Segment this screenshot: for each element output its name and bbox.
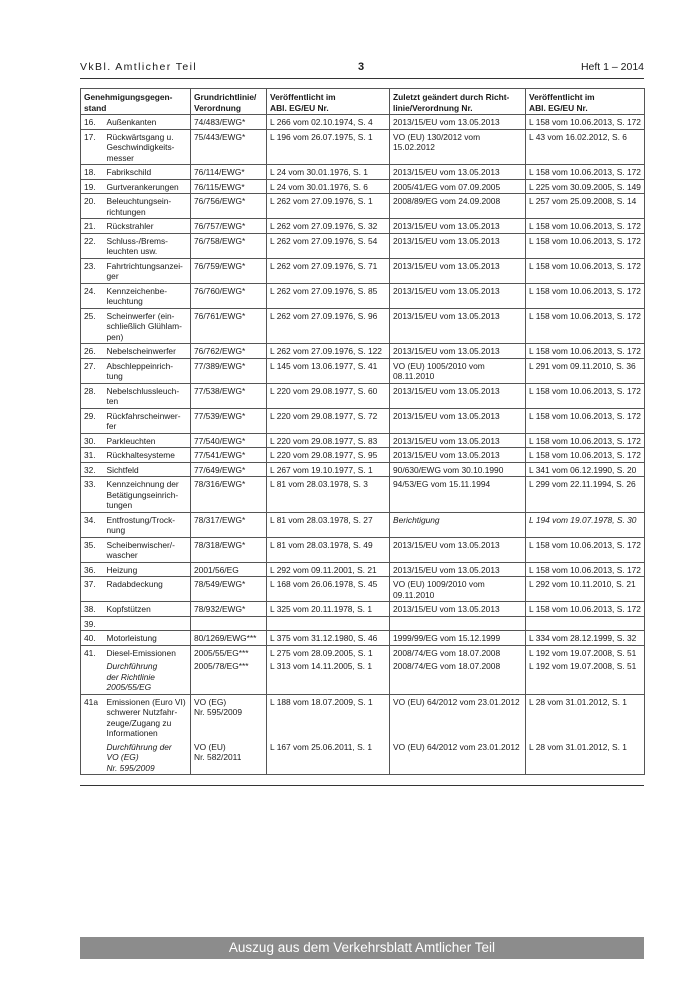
amended-published-cell: L 158 vom 10.06.2013, S. 172 <box>526 537 645 562</box>
published-cell: L 220 vom 29.08.1977, S. 72 <box>267 408 390 433</box>
amended-by-cell: 2013/15/EU vom 13.05.2013 <box>390 233 526 258</box>
table-row <box>81 219 645 234</box>
amended-by-cell: 2013/15/EU vom 13.05.2013 <box>390 219 526 234</box>
amended-published-cell: L 341 vom 06.12.1990, S. 20 <box>526 462 645 477</box>
subject-cell: Rückfahrscheinwer- fer <box>105 408 191 433</box>
amended-by-cell: 2013/15/EU vom 13.05.2013 <box>390 308 526 344</box>
published-cell: L 275 vom 28.09.2005, S. 1 <box>267 645 390 659</box>
amended-by-cell: 2013/15/EU vom 13.05.2013 <box>390 165 526 180</box>
amended-published-cell: L 192 vom 19.07.2008, S. 51 <box>526 659 645 694</box>
row-number: 29. <box>81 408 105 433</box>
amended-by-cell: VO (EU) 1005/2010 vom 08.11.2010 <box>390 358 526 383</box>
row-number: 22. <box>81 233 105 258</box>
directive-cell: 77/539/EWG* <box>191 408 267 433</box>
row-number: 41a <box>81 694 105 740</box>
row-number: 23. <box>81 258 105 283</box>
amended-by-cell: 2013/15/EU vom 13.05.2013 <box>390 602 526 617</box>
published-cell: L 220 vom 29.08.1977, S. 60 <box>267 383 390 408</box>
amended-by-cell: 2013/15/EU vom 13.05.2013 <box>390 344 526 359</box>
subject-cell: Heizung <box>105 562 191 577</box>
subject-cell: Emissionen (Euro VI) schwerer Nutzfahr- zeuge/Zugang zu Informationen <box>105 694 191 740</box>
amended-published-cell: L 291 vom 09.11.2010, S. 36 <box>526 358 645 383</box>
amended-published-cell: L 43 vom 16.02.2012, S. 6 <box>526 129 645 165</box>
published-cell: L 145 vom 13.06.1977, S. 41 <box>267 358 390 383</box>
subject-cell: Gurtverankerungen <box>105 179 191 194</box>
directive-cell: 76/759/EWG* <box>191 258 267 283</box>
row-number: 27. <box>81 358 105 383</box>
table-row <box>81 179 645 194</box>
subject-cell: Nebelschlussleuch- ten <box>105 383 191 408</box>
subject-cell: Parkleuchten <box>105 433 191 448</box>
subject-cell: Fahrtrichtungsanzei- ger <box>105 258 191 283</box>
amended-published-cell: L 28 vom 31.01.2012, S. 1 <box>526 740 645 775</box>
directive-cell: 2005/55/EG*** <box>191 645 267 659</box>
amended-published-cell: L 158 vom 10.06.2013, S. 172 <box>526 562 645 577</box>
table-row <box>81 616 645 631</box>
table-row <box>81 233 645 258</box>
directive-cell: 76/114/EWG* <box>191 165 267 180</box>
table-row <box>81 694 645 740</box>
amended-by-cell: 94/53/EG vom 15.11.1994 <box>390 477 526 513</box>
amended-by-cell: 2008/74/EG vom 18.07.2008 <box>390 659 526 694</box>
subject-cell: Sichtfeld <box>105 462 191 477</box>
directive-cell: 78/317/EWG* <box>191 512 267 537</box>
directive-cell: 78/316/EWG* <box>191 477 267 513</box>
amended-by-cell: Berichtigung <box>390 512 526 537</box>
subject-cell: Kopfstützen <box>105 602 191 617</box>
amended-published-cell: L 158 vom 10.06.2013, S. 172 <box>526 408 645 433</box>
row-number: 25. <box>81 308 105 344</box>
footer-banner: Auszug aus dem Verkehrsblatt Amtlicher Teil <box>80 937 644 959</box>
subject-cell: Durchführung der Richtlinie 2005/55/EG <box>105 659 191 694</box>
subject-cell: Rückhaltesysteme <box>105 448 191 463</box>
table-row <box>81 562 645 577</box>
table-row <box>81 308 645 344</box>
amended-by-cell: 2013/15/EU vom 13.05.2013 <box>390 408 526 433</box>
published-cell: L 375 vom 31.12.1980, S. 46 <box>267 631 390 646</box>
published-cell: L 313 vom 14.11.2005, S. 1 <box>267 659 390 694</box>
row-number: 26. <box>81 344 105 359</box>
amended-published-cell: L 192 vom 19.07.2008, S. 51 <box>526 645 645 659</box>
table-row <box>81 477 645 513</box>
published-cell: L 262 vom 27.09.1976, S. 96 <box>267 308 390 344</box>
subject-cell: Kennzeichnung der Betätigungseinrich- tungen <box>105 477 191 513</box>
subject-cell: Durchführung der VO (EG) Nr. 595/2009 <box>105 740 191 775</box>
directive-cell: VO (EU) Nr. 582/2011 <box>191 740 267 775</box>
directive-cell: 77/541/EWG* <box>191 448 267 463</box>
amended-published-cell: L 158 vom 10.06.2013, S. 172 <box>526 115 645 130</box>
table-row <box>81 448 645 463</box>
page-header <box>80 61 644 75</box>
row-number: 24. <box>81 283 105 308</box>
table-row <box>81 129 645 165</box>
published-cell: L 220 vom 29.08.1977, S. 95 <box>267 448 390 463</box>
table-row <box>81 194 645 219</box>
directive-cell: 76/756/EWG* <box>191 194 267 219</box>
directive-cell: 2005/78/EG*** <box>191 659 267 694</box>
row-number: 32. <box>81 462 105 477</box>
row-number: 21. <box>81 219 105 234</box>
amended-by-cell: 2013/15/EU vom 13.05.2013 <box>390 258 526 283</box>
subject-cell: Abschleppeinrich- tung <box>105 358 191 383</box>
subject-cell: Scheibenwischer/- wascher <box>105 537 191 562</box>
published-cell: L 220 vom 29.08.1977, S. 83 <box>267 433 390 448</box>
amended-published-cell: L 158 vom 10.06.2013, S. 172 <box>526 233 645 258</box>
column-header-amended-published: Veröffentlicht im ABl. EG/EU Nr. <box>526 89 645 115</box>
subject-cell: Rückstrahler <box>105 219 191 234</box>
directive-cell: 76/762/EWG* <box>191 344 267 359</box>
published-cell: L 325 vom 20.11.1978, S. 1 <box>267 602 390 617</box>
row-number <box>81 659 105 694</box>
row-number: 37. <box>81 577 105 602</box>
subject-cell: Kennzeichenbe- leuchtung <box>105 283 191 308</box>
table-row <box>81 433 645 448</box>
directive-cell: 74/483/EWG* <box>191 115 267 130</box>
row-number: 20. <box>81 194 105 219</box>
directive-cell: 76/115/EWG* <box>191 179 267 194</box>
subject-cell: Scheinwerfer (ein- schließlich Glühlam- pen) <box>105 308 191 344</box>
row-number: 30. <box>81 433 105 448</box>
directive-cell <box>191 616 267 631</box>
subject-cell: Radabdeckung <box>105 577 191 602</box>
amended-by-cell: 1999/99/EG vom 15.12.1999 <box>390 631 526 646</box>
table-row <box>81 602 645 617</box>
amended-by-cell: VO (EU) 64/2012 vom 23.01.2012 <box>390 740 526 775</box>
directive-cell: 78/549/EWG* <box>191 577 267 602</box>
amended-published-cell: L 225 vom 30.09.2005, S. 149 <box>526 179 645 194</box>
published-cell: L 24 vom 30.01.1976, S. 6 <box>267 179 390 194</box>
table-body <box>81 115 645 775</box>
amended-by-cell: 2005/41/EG vom 07.09.2005 <box>390 179 526 194</box>
amended-by-cell: 2008/74/EG vom 18.07.2008 <box>390 645 526 659</box>
row-number: 18. <box>81 165 105 180</box>
directive-cell: 78/932/EWG* <box>191 602 267 617</box>
amended-by-cell: 2013/15/EU vom 13.05.2013 <box>390 383 526 408</box>
amended-by-cell: VO (EU) 1009/2010 vom 09.11.2010 <box>390 577 526 602</box>
table-row <box>81 537 645 562</box>
published-cell: L 168 vom 26.06.1978, S. 45 <box>267 577 390 602</box>
directive-cell: VO (EG) Nr. 595/2009 <box>191 694 267 740</box>
amended-published-cell: L 158 vom 10.06.2013, S. 172 <box>526 308 645 344</box>
amended-by-cell: 2013/15/EU vom 13.05.2013 <box>390 537 526 562</box>
row-number: 33. <box>81 477 105 513</box>
published-cell: L 81 vom 28.03.1978, S. 49 <box>267 537 390 562</box>
amended-by-cell: VO (EU) 64/2012 vom 23.01.2012 <box>390 694 526 740</box>
table-bottom-rule <box>80 785 644 786</box>
column-header-subject: Genehmigungsgegen- stand <box>81 89 191 115</box>
directive-cell: 78/318/EWG* <box>191 537 267 562</box>
amended-published-cell: L 158 vom 10.06.2013, S. 172 <box>526 383 645 408</box>
amended-published-cell: L 299 vom 22.11.1994, S. 26 <box>526 477 645 513</box>
amended-by-cell <box>390 616 526 631</box>
table-row <box>81 165 645 180</box>
subject-cell: Nebelscheinwerfer <box>105 344 191 359</box>
amended-by-cell: 2013/15/EU vom 13.05.2013 <box>390 115 526 130</box>
directive-cell: 77/540/EWG* <box>191 433 267 448</box>
amended-by-cell: 2008/89/EG vom 24.09.2008 <box>390 194 526 219</box>
published-cell: L 262 vom 27.09.1976, S. 85 <box>267 283 390 308</box>
column-header-published: Veröffentlicht im ABl. EG/EU Nr. <box>267 89 390 115</box>
amended-published-cell: L 158 vom 10.06.2013, S. 172 <box>526 258 645 283</box>
directive-cell: 75/443/EWG* <box>191 129 267 165</box>
amended-published-cell: L 257 vom 25.09.2008, S. 14 <box>526 194 645 219</box>
amended-by-cell: 2013/15/EU vom 13.05.2013 <box>390 448 526 463</box>
published-cell: L 262 vom 27.09.1976, S. 1 <box>267 194 390 219</box>
row-number: 31. <box>81 448 105 463</box>
subject-cell: Entfrostung/Trock- nung <box>105 512 191 537</box>
row-number: 34. <box>81 512 105 537</box>
issue-label: Heft 1 – 2014 <box>580 61 644 73</box>
amended-published-cell: L 158 vom 10.06.2013, S. 172 <box>526 344 645 359</box>
header-rule <box>80 78 644 79</box>
row-number: 16. <box>81 115 105 130</box>
published-cell: L 262 vom 27.09.1976, S. 54 <box>267 233 390 258</box>
page-number: 3 <box>358 61 365 73</box>
amended-published-cell: L 158 vom 10.06.2013, S. 172 <box>526 448 645 463</box>
directive-cell: 77/538/EWG* <box>191 383 267 408</box>
published-cell: L 266 vom 02.10.1974, S. 4 <box>267 115 390 130</box>
table-row <box>81 462 645 477</box>
amended-published-cell: L 292 vom 10.11.2010, S. 21 <box>526 577 645 602</box>
approval-table <box>80 88 645 775</box>
amended-by-cell: VO (EU) 130/2012 vom 15.02.2012 <box>390 129 526 165</box>
row-number: 40. <box>81 631 105 646</box>
row-number: 39. <box>81 616 105 631</box>
subject-cell: Motorleistung <box>105 631 191 646</box>
table-row <box>81 740 645 775</box>
amended-published-cell: L 158 vom 10.06.2013, S. 172 <box>526 433 645 448</box>
subject-cell: Fabrikschild <box>105 165 191 180</box>
directive-cell: 76/757/EWG* <box>191 219 267 234</box>
subject-cell: Schluss-/Brems- leuchten usw. <box>105 233 191 258</box>
table-row <box>81 408 645 433</box>
table-row <box>81 631 645 646</box>
subject-cell: Außenkanten <box>105 115 191 130</box>
amended-published-cell: L 158 vom 10.06.2013, S. 172 <box>526 165 645 180</box>
published-cell: L 292 vom 09.11.2001, S. 21 <box>267 562 390 577</box>
row-number: 35. <box>81 537 105 562</box>
directive-cell: 77/389/EWG* <box>191 358 267 383</box>
column-header-amended: Zuletzt geändert durch Richt- linie/Verordnung Nr. <box>390 89 526 115</box>
row-number: 41. <box>81 645 105 659</box>
subject-cell <box>105 616 191 631</box>
amended-published-cell: L 28 vom 31.01.2012, S. 1 <box>526 694 645 740</box>
published-cell: L 262 vom 27.09.1976, S. 32 <box>267 219 390 234</box>
published-cell: L 81 vom 28.03.1978, S. 27 <box>267 512 390 537</box>
row-number: 38. <box>81 602 105 617</box>
published-cell <box>267 616 390 631</box>
table-row <box>81 383 645 408</box>
table-row <box>81 115 645 130</box>
directive-cell: 80/1269/EWG*** <box>191 631 267 646</box>
table-row <box>81 577 645 602</box>
amended-published-cell: L 334 vom 28.12.1999, S. 32 <box>526 631 645 646</box>
directive-cell: 76/758/EWG* <box>191 233 267 258</box>
published-cell: L 196 vom 26.07.1975, S. 1 <box>267 129 390 165</box>
amended-published-cell: L 158 vom 10.06.2013, S. 172 <box>526 219 645 234</box>
subject-cell: Rückwärtsgang u. Geschwindigkeits- messer <box>105 129 191 165</box>
directive-cell: 77/649/EWG* <box>191 462 267 477</box>
amended-by-cell: 2013/15/EU vom 13.05.2013 <box>390 283 526 308</box>
table-row <box>81 283 645 308</box>
subject-cell: Diesel-Emissionen <box>105 645 191 659</box>
table-row <box>81 645 645 659</box>
published-cell: L 267 vom 19.10.1977, S. 1 <box>267 462 390 477</box>
amended-published-cell <box>526 616 645 631</box>
published-cell: L 262 vom 27.09.1976, S. 71 <box>267 258 390 283</box>
row-number: 36. <box>81 562 105 577</box>
published-cell: L 188 vom 18.07.2009, S. 1 <box>267 694 390 740</box>
table-row <box>81 512 645 537</box>
directive-cell: 76/760/EWG* <box>191 283 267 308</box>
amended-by-cell: 2013/15/EU vom 13.05.2013 <box>390 562 526 577</box>
table-row <box>81 258 645 283</box>
row-number: 17. <box>81 129 105 165</box>
subject-cell: Beleuchtungsein- richtungen <box>105 194 191 219</box>
published-cell: L 24 vom 30.01.1976, S. 1 <box>267 165 390 180</box>
amended-published-cell: L 158 vom 10.06.2013, S. 172 <box>526 283 645 308</box>
table-row <box>81 344 645 359</box>
table-header-row <box>81 89 645 115</box>
published-cell: L 262 vom 27.09.1976, S. 122 <box>267 344 390 359</box>
row-number: 19. <box>81 179 105 194</box>
amended-by-cell: 90/630/EWG vom 30.10.1990 <box>390 462 526 477</box>
published-cell: L 81 vom 28.03.1978, S. 3 <box>267 477 390 513</box>
amended-published-cell: L 158 vom 10.06.2013, S. 172 <box>526 602 645 617</box>
published-cell: L 167 vom 25.06.2011, S. 1 <box>267 740 390 775</box>
journal-title: VkBl. Amtlicher Teil <box>80 61 198 73</box>
row-number: 28. <box>81 383 105 408</box>
table-row <box>81 659 645 694</box>
row-number <box>81 740 105 775</box>
table-row <box>81 358 645 383</box>
directive-cell: 2001/56/EG <box>191 562 267 577</box>
column-header-directive: Grundrichtlinie/ Verordnung <box>191 89 267 115</box>
amended-by-cell: 2013/15/EU vom 13.05.2013 <box>390 433 526 448</box>
directive-cell: 76/761/EWG* <box>191 308 267 344</box>
amended-published-cell: L 194 vom 19.07.1978, S. 30 <box>526 512 645 537</box>
